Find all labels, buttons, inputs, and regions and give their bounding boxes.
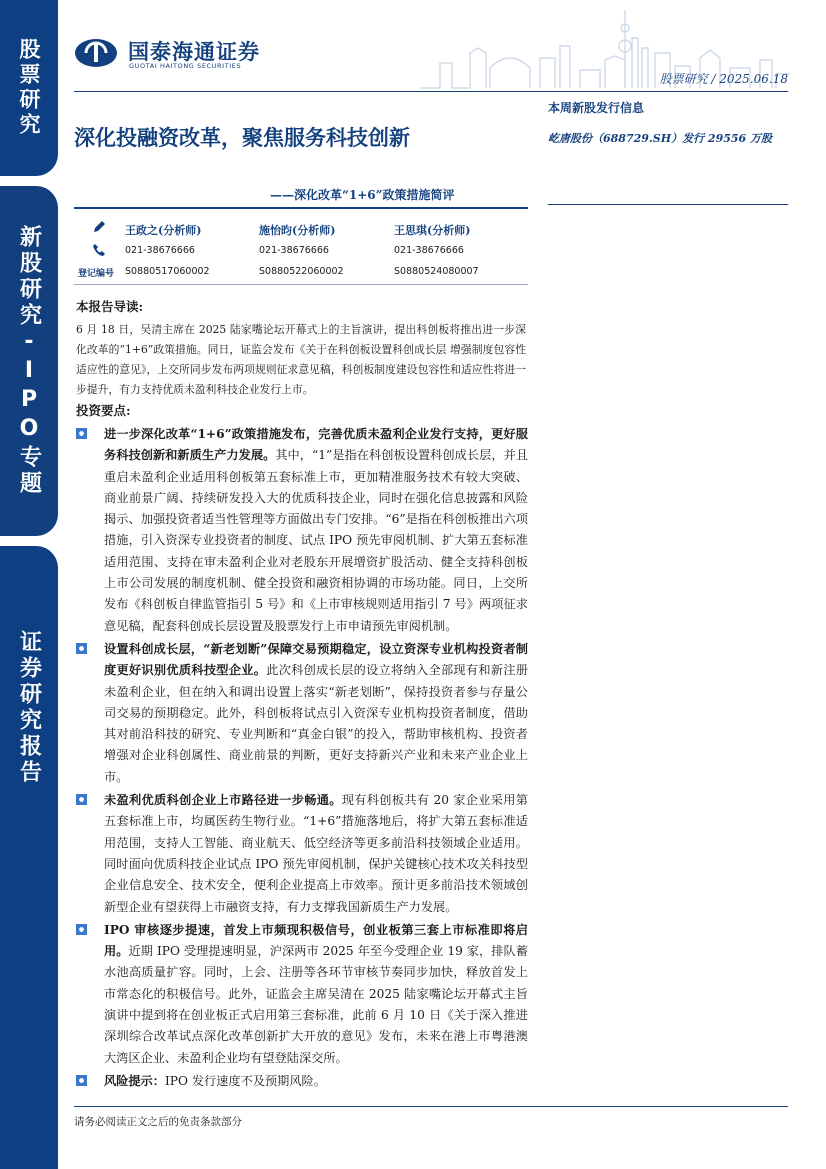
point-lead: IPO 审核逐步提速，首发上市频现积极信号，创业板第三套上市标准即将启用。 [104, 922, 528, 959]
risk-item [76, 1071, 528, 1092]
point-item [76, 920, 528, 1069]
bullet-icon [76, 794, 87, 805]
sidebar-tab-label: 新股研究-IPO专题 [16, 225, 42, 497]
intro-heading: 本报告导读: [76, 299, 144, 314]
point-lead: 未盈利优质科创企业上市路径进一步畅通。 [104, 793, 342, 808]
point-item [76, 424, 528, 637]
analyst-name: 王思琪(分析师) [394, 224, 471, 237]
analyst-phone: 021-38676666 [259, 245, 329, 256]
analyst-registration: S0880524080007 [394, 266, 479, 277]
sidebar-tab-ipo-topic [0, 186, 58, 536]
bullet-icon [76, 643, 87, 654]
bullet-icon [76, 428, 87, 439]
sidebar-tab-label: 股票研究 [17, 38, 41, 138]
bullet-icon [76, 924, 87, 935]
brand-logo-icon [74, 38, 118, 68]
disclaimer-note: 请务必阅读正文之后的免责条款部分 [74, 1116, 242, 1128]
analyst-registration: S0880522060002 [259, 266, 344, 277]
report-title: 深化投融资改革，聚焦服务科技创新 [74, 125, 410, 150]
point-item [76, 790, 528, 918]
analyst-phone: 021-38676666 [125, 245, 195, 256]
analyst-divider [74, 284, 528, 285]
brand-name-en: GUOTAI HAITONG SECURITIES [129, 62, 242, 70]
points-heading: 投资要点: [76, 403, 131, 418]
bullet-icon [76, 1075, 87, 1086]
report-subtitle: ——深化改革“1+6”政策措施简评 [270, 188, 455, 202]
point-text: 此次科创成长层的设立将纳入全部现有和新注册未盈利企业，但在纳入和调出设置上落实“新老划断”，保持投资者参与存量公司交易的预期稳定。此外，科创板将试点引入资深专业机构投资者制度，借助其对前沿科技的研究、专业判断和“真金白银”的投入，帮助审核机构、投资者增强对企业科创属性、商业前景的判断，更好支持新兴产业和未来产业企业上市。 [104, 663, 529, 784]
point-text: 现有科创板共有 20 家企业采用第五套标准上市，均属医药生物行业。“1+6”措施落地后，将扩大第五套标准适用范围，支持人工智能、商业航天、低空经济等更多前沿科技领域企业适用。同时面向优质科技企业试点 IPO 预先审阅机制，保护关键核心技术攻关科技型企业信息安全、技术安全，便利企业提高上市效率。预计更多前沿技术领域创新型企业有望获得上市融资支持，有力支撑我国新质生产力发展。 [104, 793, 528, 914]
analyst-name: 施怡昀(分析师) [259, 224, 336, 237]
header-divider [74, 91, 788, 92]
brand-name: 国泰海通证券 [128, 40, 260, 64]
sidebar-tab-securities-report [0, 546, 58, 1169]
ipo-info-item: 屹唐股份（688729.SH）发行 29556 万股 [548, 132, 773, 145]
ipo-info-heading: 本周新股发行信息 [548, 101, 645, 115]
risk-label: 风险提示： [104, 1073, 165, 1088]
phone-icon [92, 243, 106, 257]
title-divider [74, 207, 528, 209]
pen-icon [92, 220, 106, 234]
analyst-name: 王政之(分析师) [125, 224, 202, 237]
ipo-info-divider [548, 204, 788, 205]
footer-divider [74, 1106, 788, 1107]
analyst-registration: S0880517060002 [125, 266, 210, 277]
intro-text: 6 月 18 日，吴清主席在 2025 陆家嘴论坛开幕式上的主旨演讲，提出科创板将推出进一步深化改革的“1+6”政策措施。同日，证监会发布《关于在科创板设置科创成长层 增强制度包容性适应性的意见》，上交所同步发布两项规则征求意见稿，科创板制度建设包容性和适应性将进一步提升，有力支持优质未盈利科技企业发行上市。 [76, 323, 526, 396]
point-lead: 进一步深化改革“1+6”政策措施发布，完善优质未盈利企业发行支持，更好服务科技创新和新质生产力发展。 [104, 427, 528, 463]
breadcrumb: 股票研究 / 2025.06.18 [659, 72, 788, 86]
analyst-phone: 021-38676666 [394, 245, 464, 256]
point-text: 其中，“1”是指在科创板设置科创成长层，并且重启未盈利企业适用科创板第五套标准上市，更加精准服务技术有较大突破、商业前景广阔、持续研发投入大的优质科技企业，同时在强化信息披露和风险揭示、加强投资者适当性管理等方面做出专门安排。“6”是指在科创板推出六项措施，引入资深专业投资者的制度、试点 IPO 预先审阅机制、扩大第五套标准适用范围、支持在审未盈利企业对老股东开展增资扩股活动、健全支持科创板上市公司发展的制度机制、健全投资和融资相协调的市场功能。同日，上交所发布《科创板自律监管指引 5 号》和《上市审核规则适用指引 7 号》两项征求意见稿，配套科创成长层设置及股票发行上市申请预先审阅机制。 [104, 448, 529, 633]
points-list [76, 424, 528, 1092]
point-item [76, 639, 528, 788]
point-lead: 设置科创成长层，“新老划断”保障交易预期稳定，设立资深专业机构投资者制度更好识别优质科技型企业。 [104, 641, 528, 678]
point-text: 近期 IPO 受理提速明显，沪深两市 2025 年至今受理企业 19 家，排队蓄水池高质量扩容。同时，上会、注册等各环节审核节奏同步加快，释放首发上市常态化的积极信号。此外，证监会主席吴清在 2025 陆家嘴论坛开幕式主旨演讲中提到将在创业板正式启用第三套标准，此前 6 月 10 日《关于深入推进深圳综合改革试点深化改革创新扩大开放的意见》发布，未来在港上市粤港澳大湾区企业、未盈利企业均有望登陆深交所。 [104, 944, 528, 1065]
registration-label: 登记编号 [78, 269, 115, 279]
risk-text: IPO 发行速度不及预期风险。 [164, 1073, 326, 1088]
sidebar-tab-label: 证券研究报告 [16, 629, 42, 786]
sidebar-tab-stock-research [0, 0, 58, 176]
